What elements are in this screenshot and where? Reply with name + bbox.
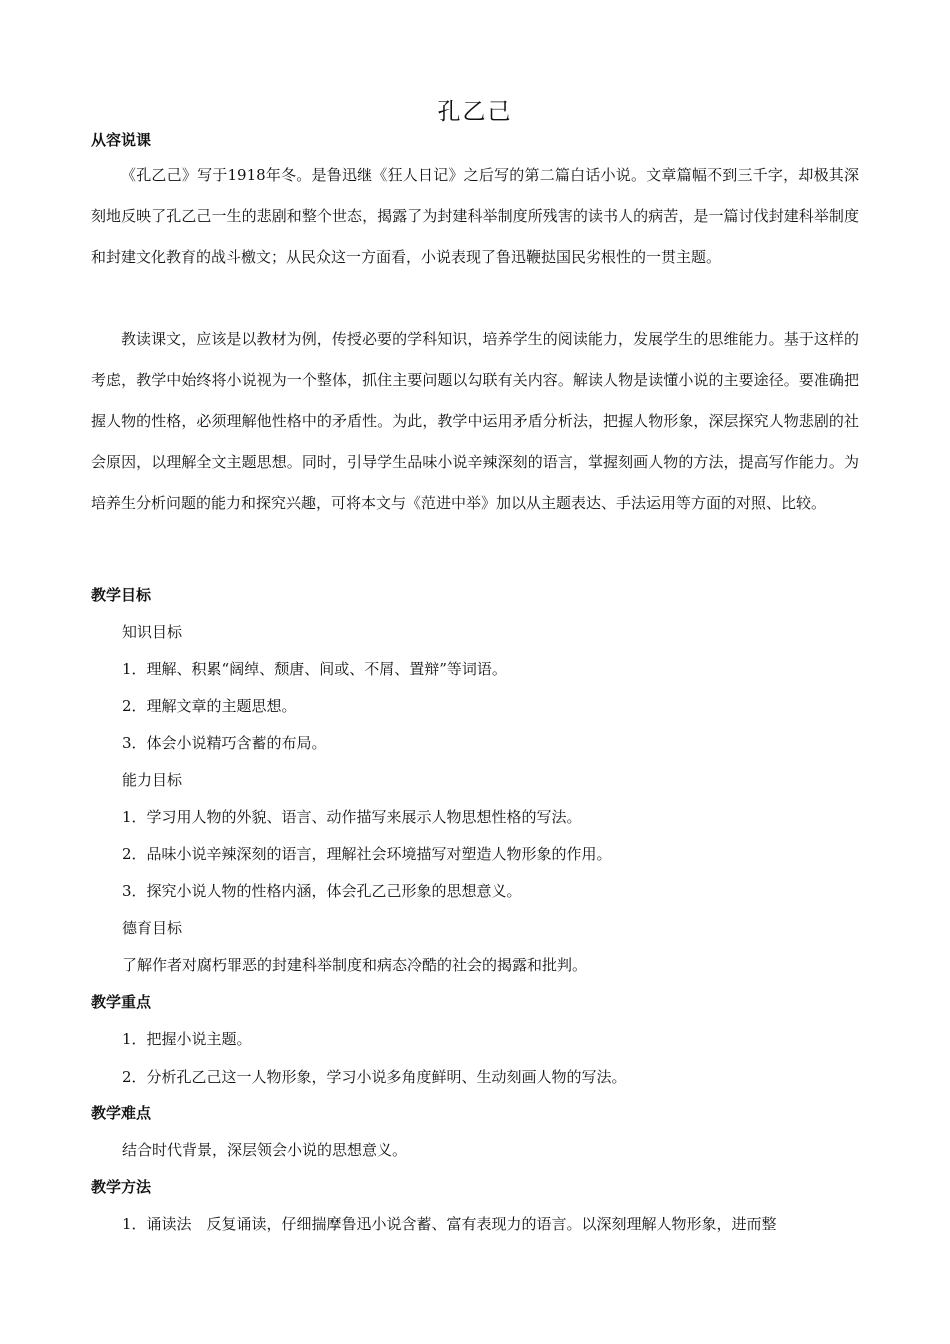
intro-paragraph-1: 《孔乙己》写于1918年冬。是鲁迅继《狂人日记》之后写的第二篇白话小说。文章篇幅不到三千字，却极其深刻地反映了孔乙己一生的悲剧和整个世态，揭露了为封建科举制度所残害的读书人的病苦，是一篇讨伐封建科举制度和封建文化教育的战斗檄文；从民众这一方面看，小说表现了鲁迅鞭挞国民劣根性的一贯主题。	[91, 166, 859, 266]
difficulty-text: 结合时代背景，深层领会小说的思想意义。	[122, 1141, 408, 1159]
methods-item: 1．诵读法 反复诵读，仔细揣摩鲁迅小说含蓄、富有表现力的语言。以深刻理解人物形象，进而整	[122, 1215, 777, 1233]
ability-goal-label: 能力目标	[122, 771, 183, 789]
section-heading-intro: 从容说课	[91, 131, 152, 149]
intro-paragraph-2: 教读课文，应该是以教材为例，传授必要的学科知识，培养学生的阅读能力，发展学生的思维能力。基于这样的考虑，教学中始终将小说视为一个整体，抓住主要问题以勾联有关内容。解读人物是读懂小说的主要途径。要准确把握人物的性格，必须理解他性格中的矛盾性。为此，教学中运用矛盾分析法，把握人物形象，深层探究人物悲剧的社会原因，以理解全文主题思想。同时，引导学生品味小说辛辣深刻的语言，掌握刻画人物的方法，提高写作能力。为培养生分析问题的能力和探究兴趣，可将本文与《范进中举》加以从主题表达、手法运用等方面的对照、比较。	[91, 330, 859, 512]
section-heading-focus: 教学重点	[91, 993, 152, 1011]
moral-goal-label: 德育目标	[122, 919, 183, 937]
focus-item: 1．把握小说主题。	[122, 1030, 252, 1048]
moral-goal-text: 了解作者对腐朽罪恶的封建科举制度和病态冷酷的社会的揭露和批判。	[122, 956, 588, 974]
section-heading-difficulty: 教学难点	[91, 1104, 152, 1122]
knowledge-goal-label: 知识目标	[122, 623, 183, 641]
ability-goal-item: 1．学习用人物的外貌、语言、动作描写来展示人物思想性格的写法。	[122, 808, 582, 826]
ability-goal-item: 2．品味小说辛辣深刻的语言，理解社会环境描写对塑造人物形象的作用。	[122, 845, 612, 863]
document-title: 孔乙己	[437, 99, 513, 125]
section-heading-goals: 教学目标	[91, 586, 152, 604]
knowledge-goal-item: 1．理解、积累“阔绰、颓唐、间或、不屑、置辩”等词语。	[122, 660, 507, 678]
section-heading-methods: 教学方法	[91, 1178, 152, 1196]
knowledge-goal-item: 2．理解文章的主题思想。	[122, 697, 297, 715]
knowledge-goal-item: 3．体会小说精巧含蓄的布局。	[122, 734, 327, 752]
focus-item: 2．分析孔乙己这一人物形象，学习小说多角度鲜明、生动刻画人物的写法。	[122, 1068, 627, 1086]
ability-goal-item: 3．探究小说人物的性格内涵，体会孔乙己形象的思想意义。	[122, 882, 522, 900]
